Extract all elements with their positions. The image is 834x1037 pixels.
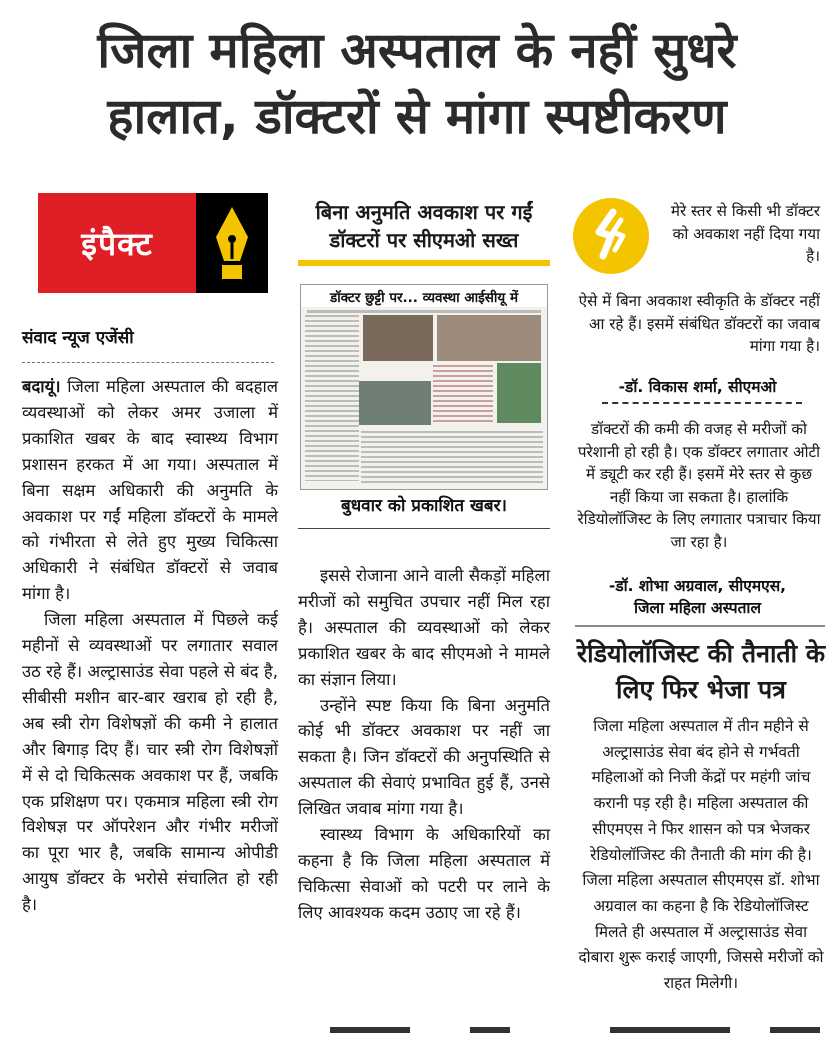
agency-byline: संवाद न्यूज एजेंसी (22, 325, 274, 363)
clipping-photo (359, 381, 431, 425)
paragraph: स्वास्थ्य विभाग के अधिकारियों का कहना है कि जिला महिला अस्पताल में चिकित्सा सेवाओं को पटरी पर लाने के लिए आवश्यक कदम उठाए जा रहे हैं। (298, 825, 550, 922)
quote-text: डॉक्टरों की कमी की वजह से मरीजों को परेशानी हो रही है। एक डॉक्टर लगातार ओटी में ड्यूटी कर रही हैं। इसमें मेरे स्तर से कुछ नहीं किया जा सकता है। हालांकि रेडियोलॉजिस्ट के लिए लगातार पत्राचार किया जा रहा है। (577, 420, 821, 551)
paragraph (22, 374, 278, 607)
paragraph: जिला महिला अस्पताल में पिछले कई महीनों से व्यवस्थाओं पर लगातार सवाल उठ रहे हैं। अल्ट्रासाउंड सेवा पहले से बंद है, सीबीसी मशीन बार-बार खराब हो रही है, अब स्त्री रोग विशेषज्ञों की कमी ने हालात और बिगाड़ दिए हैं। चार स्त्री रोग विशेषज्ञों में से दो चिकित्सक अवकाश पर हैं, जबकि एक प्रशिक्षण पर। एकमात्र महिला स्त्री रोग विशेषज्ञ पर ऑपरेशन और गंभीर मरीजों का पूरा भार है, जबकि सामान्य ओपीडी आयुष डॉक्टर के भरोसे संचालित हो रही है। (22, 610, 278, 915)
clipping-photo (363, 315, 433, 361)
quote-byline (575, 575, 820, 619)
headline (0, 18, 834, 150)
paragraph-text: जिला महिला अस्पताल की बदहाल व्यवस्थाओं को लेकर अमर उजाला में प्रकाशित खबर के बाद स्वास्थ्य विभाग प्रशासन हरकत में आ गया। अस्पताल में बिना सक्षम अधिकारी की अनुमति के अवकाश पर गईं महिला डॉक्टरों के मामले को गंभीरता से लेते हुए मुख्य चिकित्सा अधिकारी ने संबंधित डॉक्टरों से जवाब मांगा है। (22, 377, 278, 604)
impact-badge (38, 193, 268, 293)
sidebar-heading: रेडियोलॉजिस्ट की तैनाती के लिए फिर भेजा पत्र (576, 639, 826, 704)
byline-line: -डॉ. शोभा अग्रवाल, सीएमएस, (608, 577, 787, 595)
fountain-pen-nib-icon (196, 193, 268, 293)
paragraph: उन्होंने स्पष्ट किया कि बिना अनुमति कोई भी डॉक्टर अवकाश पर नहीं जा सकता है। जिन डॉक्टरों की अनुपस्थिति से अस्पताल की सेवाएं प्रभावित हुई हैं, उनसे लिखित जवाब मांगा गया है। (298, 695, 550, 819)
paragraph: इससे रोजाना आने वाली सैकड़ों महिला मरीजों को समुचित उपचार नहीं मिल रहा है। अस्पताल की व्यवस्थाओं को लेकर प्रकाशित खबर के बाद सीएमओ ने मामले का संज्ञान लिया। (298, 566, 550, 689)
article-column-2 (298, 563, 550, 926)
clipping-text-block (361, 431, 543, 483)
quote-byline: -डॉ. विकास शर्मा, सीएमओ (618, 378, 777, 396)
newspaper-logo-icon (573, 198, 649, 274)
clipping-text-block (305, 315, 359, 481)
headline-line-1: जिला महिला अस्पताल के नहीं सुधरे (97, 22, 737, 79)
impact-label: इंपैक्ट (38, 193, 196, 293)
clipping-title: डॉक्टर छुट्टी पर... व्यवस्था आईसीयू में (301, 285, 547, 307)
sidebar-body: जिला महिला अस्पताल में तीन महीने से अल्ट्रासाउंड सेवा बंद होने से गर्भवती महिलाओं को निजी केंद्रों पर महंगी जांच करानी पड़ रही है। महिला अस्पताल की सीएमएस ने फिर शासन को पत्र भेजकर रेडियोलॉजिस्ट की तैनाती की मांग की है। जिला महिला अस्पताल सीएमएस डॉ. शोभा अग्रवाल का कहना है कि रेडियोलॉजिस्ट मिलते ही अस्पताल में अल्ट्रासाउंड सेवा दोबारा शुरू कराई जाएगी, जिससे मरीजों को राहत मिलेगी। (578, 717, 824, 993)
clipping-photo (497, 363, 541, 423)
clipping-text-block (433, 365, 493, 425)
article-column-1 (22, 374, 278, 918)
subheadline: बिना अनुमति अवकाश पर गईं डॉक्टरों पर सीएमओ सख्त (298, 198, 550, 266)
divider (575, 625, 825, 627)
byline-line: जिला महिला अस्पताल (634, 599, 761, 617)
quote-text: मेरे स्तर से किसी भी डॉक्टर को अवकाश नहीं दिया गया है। (670, 202, 820, 265)
dateline: बदायूं। (22, 377, 61, 396)
headline-line-2: हालात, डॉक्टरों से मांगा स्पष्टीकरण (107, 88, 727, 145)
newspaper-clipping-image (300, 284, 548, 490)
divider (602, 402, 802, 404)
quote-text: ऐसे में बिना अवकाश स्वीकृति के डॉक्टर नहीं आ रहे हैं। इसमें संबंधित डॉक्टरों का जवाब मांगा गया है। (578, 292, 820, 355)
clipping-caption: बुधवार को प्रकाशित खबर। (298, 493, 550, 529)
clipping-text-line (307, 310, 541, 313)
clipping-photo (437, 315, 541, 361)
